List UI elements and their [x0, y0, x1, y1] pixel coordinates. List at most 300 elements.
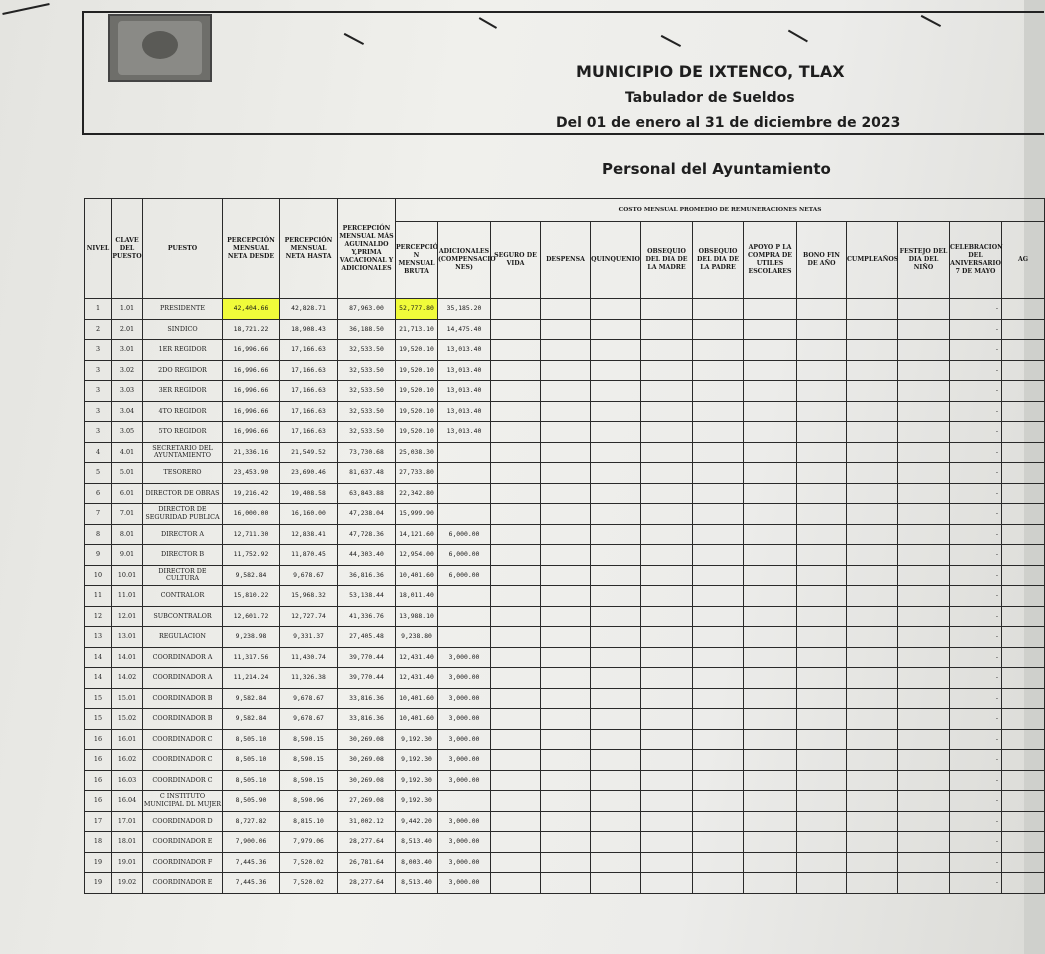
- cell-adicionales: 3,000.00: [438, 770, 491, 791]
- cell-empty: -: [950, 463, 1002, 484]
- col-header: PERCEPCIÓN MENSUAL NETA HASTA: [280, 199, 338, 299]
- cell-empty: [898, 688, 950, 709]
- cell-empty: [641, 627, 693, 648]
- cell-empty: [491, 668, 541, 689]
- cell-empty: [797, 791, 847, 812]
- cell-empty: [541, 299, 591, 320]
- cell-empty: [1002, 627, 1045, 648]
- cell-empty: [641, 852, 693, 873]
- col-header: CUMPLEAÑOS: [847, 222, 898, 299]
- cell-clave: 16.04: [112, 791, 143, 812]
- cell-puesto: COORDINADOR A: [143, 668, 223, 689]
- cell-desde: 21,336.16: [223, 442, 280, 463]
- cell-adicionales: 3,000.00: [438, 647, 491, 668]
- cell-desde: 42,404.66: [223, 299, 280, 320]
- cell-empty: -: [950, 504, 1002, 525]
- table-row: [85, 504, 1045, 525]
- cell-puesto: 5TO REGIDOR: [143, 422, 223, 443]
- cell-nivel: 16: [85, 791, 112, 812]
- cell-nivel: 9: [85, 545, 112, 566]
- cell-empty: [591, 319, 641, 340]
- col-header: FESTEJO DEL DIA DEL NIÑO: [898, 222, 950, 299]
- cell-bruta: 8,513.40: [396, 832, 438, 853]
- cell-hasta: 42,828.71: [280, 299, 338, 320]
- cell-empty: [541, 381, 591, 402]
- cell-empty: [744, 647, 797, 668]
- cell-clave: 16.02: [112, 750, 143, 771]
- cell-clave: 6.01: [112, 483, 143, 504]
- col-header: SEGURO DE VIDA: [491, 222, 541, 299]
- cell-empty: [693, 750, 744, 771]
- cell-empty: -: [950, 586, 1002, 607]
- cell-empty: [693, 791, 744, 812]
- cell-aguinaldo: 33,816.36: [338, 709, 396, 730]
- cell-puesto: COORDINADOR D: [143, 811, 223, 832]
- table-row: [85, 586, 1045, 607]
- cell-desde: 7,445.36: [223, 852, 280, 873]
- cell-empty: [898, 647, 950, 668]
- cell-empty: [847, 873, 898, 894]
- cell-empty: -: [950, 319, 1002, 340]
- cell-empty: [491, 545, 541, 566]
- col-header: DESPENSA: [541, 222, 591, 299]
- cell-clave: 3.05: [112, 422, 143, 443]
- cell-empty: [898, 360, 950, 381]
- cell-bruta: 22,342.80: [396, 483, 438, 504]
- cell-empty: [797, 545, 847, 566]
- cell-nivel: 4: [85, 442, 112, 463]
- cell-nivel: 14: [85, 647, 112, 668]
- cell-empty: [541, 750, 591, 771]
- cell-empty: [797, 483, 847, 504]
- cell-empty: [1002, 729, 1045, 750]
- cell-empty: [693, 565, 744, 586]
- cell-hasta: 11,430.74: [280, 647, 338, 668]
- cell-clave: 11.01: [112, 586, 143, 607]
- cell-hasta: 7,979.06: [280, 832, 338, 853]
- cell-adicionales: 13,013.40: [438, 381, 491, 402]
- cell-empty: [847, 360, 898, 381]
- table-row: [85, 381, 1045, 402]
- cell-empty: [541, 606, 591, 627]
- cell-clave: 12.01: [112, 606, 143, 627]
- cell-empty: [641, 811, 693, 832]
- cell-empty: [541, 668, 591, 689]
- table-row: [85, 750, 1045, 771]
- cell-hasta: 16,160.00: [280, 504, 338, 525]
- cell-clave: 3.03: [112, 381, 143, 402]
- cell-empty: [693, 483, 744, 504]
- cell-empty: [797, 852, 847, 873]
- cell-clave: 16.03: [112, 770, 143, 791]
- cell-empty: [898, 422, 950, 443]
- cell-desde: 16,996.66: [223, 340, 280, 361]
- cell-empty: [847, 729, 898, 750]
- cell-empty: [898, 668, 950, 689]
- cell-empty: [541, 709, 591, 730]
- cell-empty: [744, 422, 797, 443]
- cell-desde: 9,582.84: [223, 709, 280, 730]
- cell-empty: [1002, 791, 1045, 812]
- col-header: OBSEQUIO DEL DIA DE LA PADRE: [693, 222, 744, 299]
- cell-empty: -: [950, 832, 1002, 853]
- cell-empty: [744, 688, 797, 709]
- cell-puesto: 2DO REGIDOR: [143, 360, 223, 381]
- cell-nivel: 19: [85, 873, 112, 894]
- cell-empty: [898, 811, 950, 832]
- cell-empty: [797, 504, 847, 525]
- cell-empty: [847, 688, 898, 709]
- cell-puesto: COORDINADOR B: [143, 709, 223, 730]
- table-row: [85, 770, 1045, 791]
- cell-empty: [797, 606, 847, 627]
- cell-nivel: 8: [85, 524, 112, 545]
- cell-empty: [1002, 647, 1045, 668]
- cell-hasta: 9,678.67: [280, 709, 338, 730]
- cell-aguinaldo: 32,533.50: [338, 401, 396, 422]
- cell-empty: [541, 463, 591, 484]
- cell-nivel: 15: [85, 688, 112, 709]
- cell-empty: [641, 483, 693, 504]
- cell-adicionales: 3,000.00: [438, 852, 491, 873]
- cell-empty: [847, 791, 898, 812]
- cell-bruta: 18,011.40: [396, 586, 438, 607]
- cell-empty: [591, 565, 641, 586]
- cell-hasta: 8,590.15: [280, 729, 338, 750]
- cell-adicionales: 35,185.20: [438, 299, 491, 320]
- cell-empty: [541, 565, 591, 586]
- cell-empty: -: [950, 647, 1002, 668]
- cell-empty: [847, 668, 898, 689]
- cell-clave: 8.01: [112, 524, 143, 545]
- cell-empty: [641, 360, 693, 381]
- table-row: [85, 709, 1045, 730]
- cell-nivel: 5: [85, 463, 112, 484]
- cell-empty: [491, 832, 541, 853]
- cell-hasta: 23,690.46: [280, 463, 338, 484]
- cell-empty: [744, 524, 797, 545]
- cell-clave: 10.01: [112, 565, 143, 586]
- cell-aguinaldo: 47,238.04: [338, 504, 396, 525]
- cell-clave: 5.01: [112, 463, 143, 484]
- cell-clave: 16.01: [112, 729, 143, 750]
- cell-empty: -: [950, 791, 1002, 812]
- cell-empty: [591, 483, 641, 504]
- cell-empty: [641, 319, 693, 340]
- table-row: [85, 627, 1045, 648]
- cell-empty: [744, 483, 797, 504]
- cell-adicionales: [438, 627, 491, 648]
- cell-bruta: 9,442.20: [396, 811, 438, 832]
- cell-empty: [491, 319, 541, 340]
- cell-empty: [847, 586, 898, 607]
- cell-empty: [898, 586, 950, 607]
- cell-nivel: 7: [85, 504, 112, 525]
- cell-empty: [898, 565, 950, 586]
- cell-adicionales: [438, 483, 491, 504]
- cell-clave: 7.01: [112, 504, 143, 525]
- cell-empty: [591, 729, 641, 750]
- cell-empty: [744, 832, 797, 853]
- table-row: [85, 545, 1045, 566]
- cell-empty: [797, 729, 847, 750]
- cell-desde: 16,996.66: [223, 401, 280, 422]
- cell-hasta: 7,520.02: [280, 873, 338, 894]
- cell-empty: [541, 319, 591, 340]
- cell-empty: [1002, 422, 1045, 443]
- cell-aguinaldo: 30,269.08: [338, 750, 396, 771]
- cell-nivel: 14: [85, 668, 112, 689]
- cell-empty: [898, 750, 950, 771]
- cell-empty: [1002, 565, 1045, 586]
- table-row: [85, 340, 1045, 361]
- cell-adicionales: 13,013.40: [438, 340, 491, 361]
- municipal-logo: [108, 14, 212, 82]
- cell-empty: [693, 832, 744, 853]
- cell-empty: [847, 401, 898, 422]
- cell-desde: 15,810.22: [223, 586, 280, 607]
- cell-empty: [641, 422, 693, 443]
- cell-clave: 3.04: [112, 401, 143, 422]
- cell-empty: [847, 381, 898, 402]
- cell-empty: [847, 770, 898, 791]
- cell-adicionales: 3,000.00: [438, 832, 491, 853]
- cell-empty: [744, 545, 797, 566]
- cell-clave: 15.02: [112, 709, 143, 730]
- col-header: NIVEL: [85, 199, 112, 299]
- cell-empty: [797, 401, 847, 422]
- cell-empty: [591, 832, 641, 853]
- cell-empty: [1002, 442, 1045, 463]
- cell-empty: [1002, 319, 1045, 340]
- cell-desde: 18,721.22: [223, 319, 280, 340]
- cell-empty: -: [950, 360, 1002, 381]
- cell-empty: -: [950, 770, 1002, 791]
- cell-adicionales: 3,000.00: [438, 873, 491, 894]
- cell-empty: [898, 606, 950, 627]
- cell-bruta: 13,988.10: [396, 606, 438, 627]
- cell-bruta: 12,431.40: [396, 668, 438, 689]
- cell-desde: 8,727.82: [223, 811, 280, 832]
- cell-empty: [491, 483, 541, 504]
- cell-empty: [491, 504, 541, 525]
- cell-aguinaldo: 31,002.12: [338, 811, 396, 832]
- cell-empty: [491, 340, 541, 361]
- table-row: [85, 729, 1045, 750]
- pen-mark: [2, 3, 49, 15]
- cell-empty: [693, 319, 744, 340]
- cell-empty: [591, 709, 641, 730]
- cell-empty: [591, 750, 641, 771]
- cell-empty: [797, 627, 847, 648]
- cell-puesto: COORDINADOR E: [143, 832, 223, 853]
- cell-empty: [641, 463, 693, 484]
- cell-empty: [693, 606, 744, 627]
- table-row: [85, 463, 1045, 484]
- cell-aguinaldo: 27,269.08: [338, 791, 396, 812]
- cell-puesto: PRESIDENTE: [143, 299, 223, 320]
- cell-empty: [1002, 381, 1045, 402]
- cell-empty: -: [950, 442, 1002, 463]
- cell-adicionales: [438, 504, 491, 525]
- cell-empty: [591, 791, 641, 812]
- cell-hasta: 7,520.02: [280, 852, 338, 873]
- cell-empty: -: [950, 811, 1002, 832]
- cell-empty: [744, 565, 797, 586]
- cell-empty: [641, 873, 693, 894]
- cell-empty: [847, 319, 898, 340]
- cell-puesto: REGULACION: [143, 627, 223, 648]
- cell-aguinaldo: 30,269.08: [338, 770, 396, 791]
- cell-empty: [898, 483, 950, 504]
- cell-empty: [744, 401, 797, 422]
- cell-aguinaldo: 73,730.68: [338, 442, 396, 463]
- cell-empty: [1002, 709, 1045, 730]
- cell-clave: 15.01: [112, 688, 143, 709]
- cell-empty: -: [950, 299, 1002, 320]
- cell-adicionales: [438, 791, 491, 812]
- salary-table: [84, 198, 1045, 894]
- cell-aguinaldo: 33,816.36: [338, 688, 396, 709]
- cell-empty: [541, 688, 591, 709]
- cell-empty: [541, 729, 591, 750]
- table-row: [85, 852, 1045, 873]
- period-title: Del 01 de enero al 31 de diciembre de 2023: [556, 115, 901, 131]
- cell-empty: [797, 422, 847, 443]
- cell-nivel: 16: [85, 750, 112, 771]
- cell-empty: -: [950, 873, 1002, 894]
- cell-empty: [641, 401, 693, 422]
- cell-hasta: 8,815.10: [280, 811, 338, 832]
- col-header: AG: [1002, 222, 1045, 299]
- cell-aguinaldo: 28,277.64: [338, 873, 396, 894]
- cell-empty: -: [950, 688, 1002, 709]
- cell-clave: 9.01: [112, 545, 143, 566]
- cell-empty: [744, 504, 797, 525]
- cell-desde: 9,582.84: [223, 688, 280, 709]
- cell-empty: [1002, 873, 1045, 894]
- cell-bruta: 19,520.10: [396, 422, 438, 443]
- cell-hasta: 8,590.96: [280, 791, 338, 812]
- cell-empty: [491, 524, 541, 545]
- table-row: [85, 791, 1045, 812]
- cell-empty: [744, 381, 797, 402]
- cell-bruta: 12,954.00: [396, 545, 438, 566]
- cell-hasta: 19,408.58: [280, 483, 338, 504]
- cell-empty: [641, 709, 693, 730]
- cell-empty: [693, 647, 744, 668]
- cell-empty: [797, 873, 847, 894]
- col-header: BONO FIN DE AÑO: [797, 222, 847, 299]
- cell-puesto: COORDINADOR B: [143, 688, 223, 709]
- col-header: PERCEPCIÓN MENSUAL NETA DESDE: [223, 199, 280, 299]
- cell-empty: [847, 627, 898, 648]
- cell-desde: 9,238.98: [223, 627, 280, 648]
- cell-empty: [641, 750, 693, 771]
- cell-nivel: 2: [85, 319, 112, 340]
- cell-empty: [744, 811, 797, 832]
- cell-empty: [898, 319, 950, 340]
- cell-empty: [641, 504, 693, 525]
- cell-empty: [591, 873, 641, 894]
- cell-puesto: DIRECTOR A: [143, 524, 223, 545]
- cell-bruta: 12,431.40: [396, 647, 438, 668]
- cell-empty: [541, 442, 591, 463]
- cell-empty: [591, 811, 641, 832]
- cell-empty: [898, 709, 950, 730]
- cell-puesto: TESORERO: [143, 463, 223, 484]
- cell-desde: 16,996.66: [223, 422, 280, 443]
- cell-empty: [541, 340, 591, 361]
- group-header: COSTO MENSUAL PROMEDIO DE REMUNERACIONES NETAS: [396, 199, 1045, 222]
- cell-empty: [847, 483, 898, 504]
- cell-empty: [744, 463, 797, 484]
- cell-adicionales: 6,000.00: [438, 545, 491, 566]
- cell-adicionales: [438, 442, 491, 463]
- cell-empty: [898, 873, 950, 894]
- cell-empty: [541, 401, 591, 422]
- cell-empty: [1002, 360, 1045, 381]
- cell-empty: [591, 463, 641, 484]
- cell-empty: [847, 565, 898, 586]
- cell-puesto: CONTRALOR: [143, 586, 223, 607]
- cell-hasta: 9,331.37: [280, 627, 338, 648]
- cell-empty: [898, 463, 950, 484]
- cell-nivel: 13: [85, 627, 112, 648]
- cell-empty: [1002, 668, 1045, 689]
- cell-nivel: 12: [85, 606, 112, 627]
- cell-empty: [541, 483, 591, 504]
- cell-hasta: 17,166.63: [280, 360, 338, 381]
- cell-desde: 11,752.92: [223, 545, 280, 566]
- cell-empty: [1002, 586, 1045, 607]
- cell-empty: [1002, 832, 1045, 853]
- cell-aguinaldo: 39,770.44: [338, 647, 396, 668]
- cell-empty: [744, 852, 797, 873]
- cell-nivel: 6: [85, 483, 112, 504]
- cell-empty: -: [950, 750, 1002, 771]
- cell-empty: [744, 606, 797, 627]
- cell-empty: [1002, 504, 1045, 525]
- cell-empty: [591, 422, 641, 443]
- cell-empty: [797, 770, 847, 791]
- cell-puesto: SECRETARIO DEL AYUNTAMIENTO: [143, 442, 223, 463]
- table-row: [85, 401, 1045, 422]
- cell-bruta: 19,520.10: [396, 340, 438, 361]
- col-header: CLAVE DEL PUESTO: [112, 199, 143, 299]
- cell-nivel: 3: [85, 422, 112, 443]
- cell-puesto: 1ER REGIDOR: [143, 340, 223, 361]
- cell-empty: [641, 791, 693, 812]
- cell-empty: [1002, 750, 1045, 771]
- cell-clave: 4.01: [112, 442, 143, 463]
- cell-hasta: 8,590.15: [280, 750, 338, 771]
- cell-empty: [898, 791, 950, 812]
- cell-empty: [693, 873, 744, 894]
- cell-empty: [744, 319, 797, 340]
- cell-empty: [797, 647, 847, 668]
- cell-empty: [847, 647, 898, 668]
- cell-empty: [541, 545, 591, 566]
- cell-clave: 1.01: [112, 299, 143, 320]
- cell-bruta: 15,999.90: [396, 504, 438, 525]
- table-row: [85, 811, 1045, 832]
- cell-empty: [797, 586, 847, 607]
- cell-desde: 11,317.56: [223, 647, 280, 668]
- cell-desde: 16,996.66: [223, 360, 280, 381]
- cell-empty: [1002, 340, 1045, 361]
- cell-empty: [797, 299, 847, 320]
